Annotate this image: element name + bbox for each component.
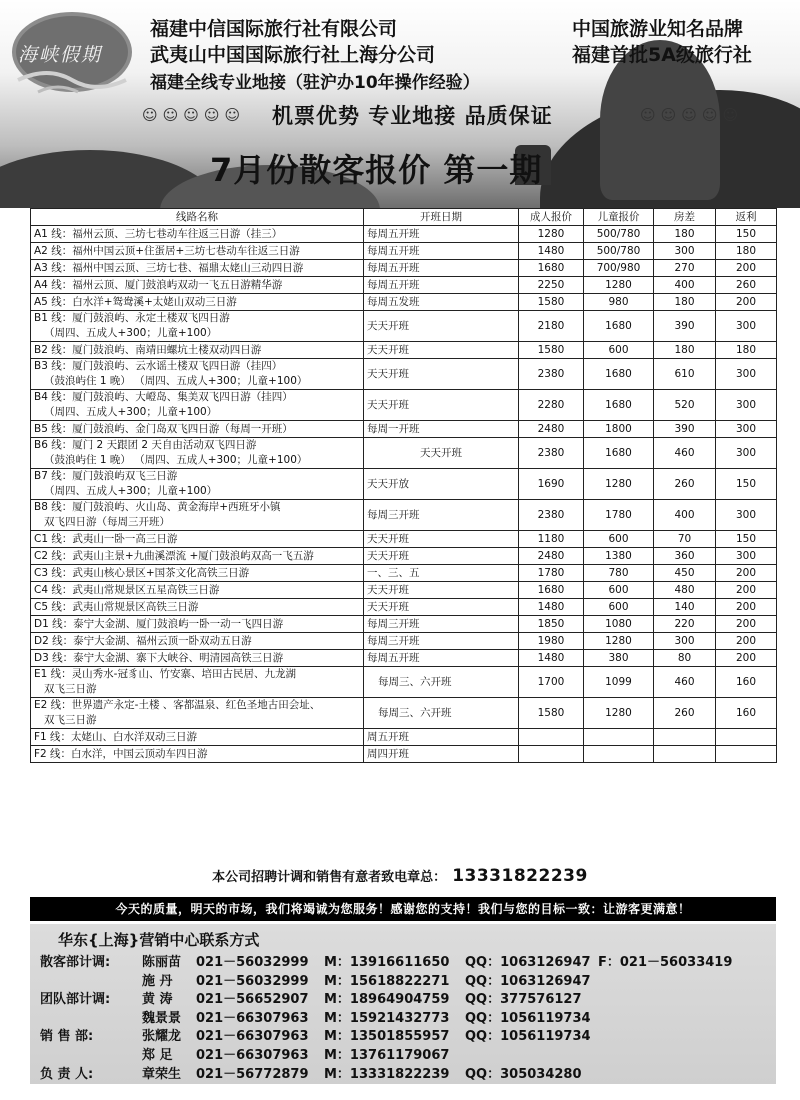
route-name: A1 线：福州云顶、三坊七巷动车往返三日游（挂三） (34, 227, 283, 240)
child-price-cell: 980 (584, 294, 654, 311)
contact-phone: 021－66307963 (196, 1048, 309, 1063)
rebate-cell: 300 (716, 500, 777, 531)
route-name: F2 线：白水洋，中国云顶动车四日游 (34, 747, 208, 760)
room-diff-cell: 270 (654, 260, 716, 277)
route-cell (31, 226, 364, 243)
adult-price-cell: 2380 (519, 438, 584, 469)
rebate-cell: 300 (716, 438, 777, 469)
contact-phone: 021－56032999 (196, 973, 309, 989)
contact-department: 团队部计调: (40, 992, 111, 1008)
departure-date-cell: 每周五开班 (364, 260, 519, 277)
child-price-cell: 600 (584, 599, 654, 616)
child-price-cell: 1680 (584, 438, 654, 469)
departure-date-cell: 天天开班 (364, 531, 519, 548)
table-row (31, 243, 777, 260)
table-row (31, 311, 777, 342)
departure-date-cell: 天天开班 (364, 438, 519, 469)
departure-date-cell: 天天开放 (364, 469, 519, 500)
route-note: 双飞四日游（每周三开班） (44, 516, 170, 528)
departure-date-cell: 每周三、六开班 (364, 667, 519, 698)
route-note: （周四、五成人+300；儿童+100） (44, 485, 218, 497)
company-name-1: 福建中信国际旅行社有限公司 (150, 18, 398, 40)
col-header-rebate: 返利 (716, 209, 777, 226)
contact-row (0, 988, 800, 1006)
contact-mobile: M：18964904759 (324, 992, 450, 1008)
departure-date-cell: 每周五开班 (364, 226, 519, 243)
contact-phone: 021－66307963 (196, 1029, 309, 1045)
child-price-cell: 700/980 (584, 260, 654, 277)
child-price-cell: 1080 (584, 616, 654, 633)
route-cell (31, 633, 364, 650)
contact-qq: QQ：1063126947 (465, 955, 591, 970)
room-diff-cell: 180 (654, 294, 716, 311)
contact-row (0, 1063, 800, 1081)
rebate-cell: 200 (716, 294, 777, 311)
departure-date-cell: 周五开班 (364, 729, 519, 746)
adult-price-cell (519, 746, 584, 763)
child-price-cell: 500/780 (584, 226, 654, 243)
child-price-cell: 600 (584, 342, 654, 359)
departure-date-cell: 每周三、六开班 (364, 698, 519, 729)
route-name: B1 线：厦门鼓浪屿、永定土楼双飞四日游 (34, 312, 230, 324)
room-diff-cell: 400 (654, 277, 716, 294)
route-cell (31, 311, 364, 342)
route-cell (31, 390, 364, 421)
departure-date-cell: 每周五发班 (364, 294, 519, 311)
table-row (31, 667, 777, 698)
contact-fax: F：021－56033419 (598, 955, 733, 970)
rebate-cell: 200 (716, 650, 777, 667)
contact-mobile: M：15921432773 (324, 1010, 450, 1026)
room-diff-cell: 610 (654, 359, 716, 390)
departure-date-cell: 天天开班 (364, 342, 519, 359)
contact-department: 散客部计调: (40, 955, 111, 970)
contact-name: 黄 涛 (142, 992, 173, 1008)
rebate-cell: 300 (716, 359, 777, 390)
adult-price-cell: 2250 (519, 277, 584, 294)
departure-date-cell: 周四开班 (364, 746, 519, 763)
route-cell (31, 729, 364, 746)
route-cell (31, 667, 364, 698)
adult-price-cell: 1700 (519, 667, 584, 698)
room-diff-cell: 180 (654, 342, 716, 359)
rebate-cell: 260 (716, 277, 777, 294)
price-table-body (31, 226, 777, 763)
adult-price-cell: 2180 (519, 311, 584, 342)
departure-date-cell: 每周一开班 (364, 421, 519, 438)
child-price-cell (584, 729, 654, 746)
recruit-phone: 13331822239 (452, 866, 588, 886)
table-row (31, 531, 777, 548)
adult-price-cell: 2380 (519, 359, 584, 390)
child-price-cell: 1680 (584, 359, 654, 390)
room-diff-cell: 390 (654, 311, 716, 342)
route-cell (31, 243, 364, 260)
route-name: A2 线：福州中国云顶+住蛋居+三坊七巷动车往返三日游 (34, 244, 300, 257)
route-name: E2 线：世界遗产永定-土楼 、客都温泉、红色圣地古田会址、 (34, 699, 321, 711)
route-name: C5 线：武夷山常规景区高铁三日游 (34, 600, 199, 613)
contact-qq: QQ：305034280 (465, 1066, 582, 1082)
table-row (31, 500, 777, 531)
route-name: C4 线：武夷山常规景区五星高铁三日游 (34, 583, 220, 596)
contact-name: 郑 足 (142, 1048, 173, 1063)
rebate-cell: 150 (716, 226, 777, 243)
adult-price-cell: 1180 (519, 531, 584, 548)
rebate-cell: 160 (716, 698, 777, 729)
table-row (31, 729, 777, 746)
departure-date-cell: 每周三开班 (364, 500, 519, 531)
route-cell (31, 698, 364, 729)
contact-name: 章荣生 (142, 1066, 182, 1082)
adult-price-cell: 1480 (519, 650, 584, 667)
child-price-cell: 1800 (584, 421, 654, 438)
contact-row (0, 951, 800, 969)
contact-name: 魏景景 (142, 1010, 182, 1026)
rebate-cell (716, 746, 777, 763)
contact-row (0, 1007, 800, 1025)
room-diff-cell: 80 (654, 650, 716, 667)
departure-date-cell: 天天开班 (364, 582, 519, 599)
adult-price-cell: 1980 (519, 633, 584, 650)
route-cell (31, 746, 364, 763)
route-cell (31, 359, 364, 390)
adult-price-cell: 2480 (519, 421, 584, 438)
departure-date-cell: 每周五开班 (364, 277, 519, 294)
route-cell (31, 531, 364, 548)
route-cell (31, 421, 364, 438)
route-note: （周四、五成人+300；儿童+100） (44, 327, 218, 339)
route-name: F1 线：太姥山、白水洋双动三日游 (34, 730, 198, 743)
rebate-cell: 300 (716, 390, 777, 421)
child-price-cell: 1280 (584, 698, 654, 729)
service-tagline: 福建全线专业地接（驻沪办10年操作经验） (150, 73, 480, 93)
table-header-row (31, 209, 777, 226)
rebate-cell: 300 (716, 421, 777, 438)
room-diff-cell: 390 (654, 421, 716, 438)
table-row (31, 226, 777, 243)
child-price-cell: 600 (584, 531, 654, 548)
child-price-cell: 1780 (584, 500, 654, 531)
room-diff-cell: 70 (654, 531, 716, 548)
contact-mobile: M：13501855957 (324, 1029, 450, 1045)
route-cell (31, 650, 364, 667)
table-row (31, 599, 777, 616)
table-row (31, 342, 777, 359)
departure-date-cell: 天天开班 (364, 390, 519, 421)
rebate-cell (716, 729, 777, 746)
table-row (31, 616, 777, 633)
departure-date-cell: 天天开班 (364, 359, 519, 390)
room-diff-cell: 450 (654, 565, 716, 582)
route-cell (31, 342, 364, 359)
rebate-cell: 200 (716, 633, 777, 650)
route-name: C1 线：武夷山一卧一高三日游 (34, 532, 178, 545)
header-banner (0, 0, 800, 208)
route-name: B3 线：厦门鼓浪屿、云水谣土楼双飞四日游（挂四） (34, 360, 283, 372)
route-name: B6 线：厦门 2 天跟团 2 天自由活动双飞四日游 (34, 439, 257, 451)
company-name-2: 武夷山中国国际旅行社上海分公司 (150, 44, 436, 66)
table-row (31, 633, 777, 650)
route-name: A5 线：白水洋+鸳鸯溪+太姥山双动三日游 (34, 295, 237, 308)
route-note: （鼓浪屿住 1 晚） （周四、五成人+300；儿童+100） (44, 454, 308, 466)
rebate-cell: 180 (716, 342, 777, 359)
brand-badge-2: 福建首批5A级旅行社 (572, 44, 752, 66)
room-diff-cell: 480 (654, 582, 716, 599)
col-header-child: 儿童报价 (584, 209, 654, 226)
route-name: A3 线：福州中国云顶、三坊七巷、福鼎太姥山三动四日游 (34, 261, 304, 274)
col-header-date: 开班日期 (364, 209, 519, 226)
adult-price-cell: 1580 (519, 698, 584, 729)
contact-department: 负 责 人: (40, 1066, 94, 1082)
child-price-cell: 1680 (584, 311, 654, 342)
brand-badge-1: 中国旅游业知名品牌 (572, 18, 744, 40)
col-header-adult: 成人报价 (519, 209, 584, 226)
departure-date-cell: 一、三、五 (364, 565, 519, 582)
room-diff-cell: 460 (654, 667, 716, 698)
table-row (31, 698, 777, 729)
child-price-cell: 380 (584, 650, 654, 667)
service-slogan: 机票优势 专业地接 品质保证 (272, 104, 553, 128)
adult-price-cell: 2280 (519, 390, 584, 421)
adult-price-cell: 2380 (519, 500, 584, 531)
room-diff-cell (654, 746, 716, 763)
route-name: C2 线：武夷山主景+九曲溪漂流 +厦门鼓浪屿双高一飞五游 (34, 549, 314, 562)
room-diff-cell: 180 (654, 226, 716, 243)
table-row (31, 746, 777, 763)
adult-price-cell: 1580 (519, 342, 584, 359)
table-row (31, 359, 777, 390)
contact-name: 张耀龙 (142, 1029, 182, 1045)
table-row (31, 390, 777, 421)
contact-name: 陈丽苗 (142, 955, 182, 970)
adult-price-cell: 1690 (519, 469, 584, 500)
route-cell (31, 616, 364, 633)
room-diff-cell: 260 (654, 698, 716, 729)
rebate-cell: 150 (716, 469, 777, 500)
table-row (31, 582, 777, 599)
rebate-cell: 200 (716, 260, 777, 277)
room-diff-cell: 360 (654, 548, 716, 565)
route-cell (31, 438, 364, 469)
departure-date-cell: 每周三开班 (364, 633, 519, 650)
col-header-room: 房差 (654, 209, 716, 226)
child-price-cell: 780 (584, 565, 654, 582)
child-price-cell: 1280 (584, 469, 654, 500)
rebate-cell: 200 (716, 565, 777, 582)
rebate-cell: 200 (716, 599, 777, 616)
child-price-cell: 1380 (584, 548, 654, 565)
room-diff-cell: 260 (654, 469, 716, 500)
recruit-text: 本公司招聘计调和销售有意者致电章总： (212, 870, 447, 885)
child-price-cell (584, 746, 654, 763)
contact-row (0, 1044, 800, 1062)
table-row (31, 469, 777, 500)
table-row (31, 650, 777, 667)
col-header-route: 线路名称 (31, 209, 364, 226)
route-name: B4 线：厦门鼓浪屿、大嶝岛、集美双飞四日游（挂四） (34, 391, 293, 403)
child-price-cell: 1280 (584, 633, 654, 650)
contact-qq: QQ：1056119734 (465, 1010, 591, 1026)
route-cell (31, 599, 364, 616)
child-price-cell: 1280 (584, 277, 654, 294)
contact-qq: QQ：377576127 (465, 992, 582, 1008)
contact-title: 华东{上海}营销中心联系方式 (58, 931, 260, 949)
table-row (31, 260, 777, 277)
main-title: 7月份散客报价 第一期 (210, 151, 543, 189)
adult-price-cell: 1480 (519, 599, 584, 616)
route-cell (31, 469, 364, 500)
smiley-icons-right: ☺☺☺☺☺ (640, 106, 744, 124)
rebate-cell: 160 (716, 667, 777, 698)
contact-mobile: M：13331822239 (324, 1066, 450, 1082)
smiley-icons-left: ☺☺☺☺☺ (142, 106, 246, 124)
adult-price-cell (519, 729, 584, 746)
route-cell (31, 582, 364, 599)
logo-text: 海峡假期 (18, 44, 103, 66)
room-diff-cell: 520 (654, 390, 716, 421)
route-name: B2 线：厦门鼓浪屿、南靖田螺坑土楼双动四日游 (34, 343, 262, 356)
recruitment-notice (0, 866, 800, 886)
contact-mobile: M：13761179067 (324, 1048, 450, 1063)
room-diff-cell: 140 (654, 599, 716, 616)
route-cell (31, 277, 364, 294)
adult-price-cell: 1480 (519, 243, 584, 260)
child-price-cell: 1099 (584, 667, 654, 698)
contact-row (0, 970, 800, 988)
route-cell (31, 260, 364, 277)
route-cell (31, 500, 364, 531)
adult-price-cell: 1850 (519, 616, 584, 633)
contact-mobile: M：13916611650 (324, 955, 450, 970)
route-name: B8 线：厦门鼓浪屿、火山岛、黄金海岸+西班牙小镇 (34, 501, 281, 513)
table-row (31, 438, 777, 469)
table-row (31, 277, 777, 294)
departure-date-cell: 每周三开班 (364, 616, 519, 633)
room-diff-cell: 400 (654, 500, 716, 531)
route-note: 双飞三日游 (44, 683, 97, 695)
adult-price-cell: 1680 (519, 582, 584, 599)
route-cell (31, 294, 364, 311)
route-name: C3 线：武夷山核心景区+国茶文化高铁三日游 (34, 566, 250, 579)
rebate-cell: 200 (716, 582, 777, 599)
route-name: B5 线：厦门鼓浪屿、金门岛双飞四日游（每周一开班） (34, 422, 293, 435)
child-price-cell: 500/780 (584, 243, 654, 260)
room-diff-cell (654, 729, 716, 746)
motto-banner: 今天的质量，明天的市场，我们将竭诚为您服务！感谢您的支持！我们与您的目标一致：让游客更满意！ (30, 897, 776, 921)
contact-phone: 021－56652907 (196, 992, 309, 1008)
route-name: A4 线：福州云顶、厦门鼓浪屿双动一飞五日游精华游 (34, 278, 283, 291)
route-cell (31, 565, 364, 582)
rebate-cell: 200 (716, 616, 777, 633)
departure-date-cell: 每周五开班 (364, 650, 519, 667)
route-note: （鼓浪屿住 1 晚） （周四、五成人+300；儿童+100） (44, 375, 308, 387)
room-diff-cell: 460 (654, 438, 716, 469)
adult-price-cell: 2480 (519, 548, 584, 565)
contact-phone: 021－56032999 (196, 955, 309, 970)
table-row (31, 294, 777, 311)
contact-qq: QQ：1063126947 (465, 973, 591, 989)
contact-qq: QQ：1056119734 (465, 1029, 591, 1045)
route-cell (31, 548, 364, 565)
table-row (31, 548, 777, 565)
child-price-cell: 1680 (584, 390, 654, 421)
adult-price-cell: 1680 (519, 260, 584, 277)
departure-date-cell: 每周五开班 (364, 243, 519, 260)
route-name: B7 线：厦门鼓浪屿双飞三日游 (34, 470, 178, 482)
route-name: D1 线：泰宁大金湖、厦门鼓浪屿一卧一动一飞四日游 (34, 617, 284, 630)
route-name: D2 线：泰宁大金湖、福州云顶一卧双动五日游 (34, 634, 252, 647)
departure-date-cell: 天天开班 (364, 548, 519, 565)
departure-date-cell: 天天开班 (364, 311, 519, 342)
rebate-cell: 300 (716, 548, 777, 565)
table-row (31, 421, 777, 438)
adult-price-cell: 1280 (519, 226, 584, 243)
route-note: 双飞三日游 (44, 714, 97, 726)
price-table (30, 208, 777, 763)
room-diff-cell: 300 (654, 633, 716, 650)
route-note: （周四、五成人+300；儿童+100） (44, 406, 218, 418)
rebate-cell: 150 (716, 531, 777, 548)
table-row (31, 565, 777, 582)
adult-price-cell: 1780 (519, 565, 584, 582)
child-price-cell: 600 (584, 582, 654, 599)
contact-phone: 021－56772879 (196, 1066, 309, 1082)
contact-name: 施 丹 (142, 973, 173, 989)
contact-mobile: M：15618822271 (324, 973, 450, 989)
contact-phone: 021－66307963 (196, 1010, 309, 1026)
contact-row (0, 1025, 800, 1043)
route-name: E1 线：灵山秀水-冠豸山、竹安寨、培田古民居、九龙湖 (34, 668, 296, 680)
route-name: D3 线：泰宁大金湖、寨下大峡谷、明清园高铁三日游 (34, 651, 284, 664)
contact-department: 销 售 部: (40, 1029, 94, 1045)
rebate-cell: 180 (716, 243, 777, 260)
room-diff-cell: 220 (654, 616, 716, 633)
adult-price-cell: 1580 (519, 294, 584, 311)
room-diff-cell: 300 (654, 243, 716, 260)
rebate-cell: 300 (716, 311, 777, 342)
departure-date-cell: 天天开班 (364, 599, 519, 616)
